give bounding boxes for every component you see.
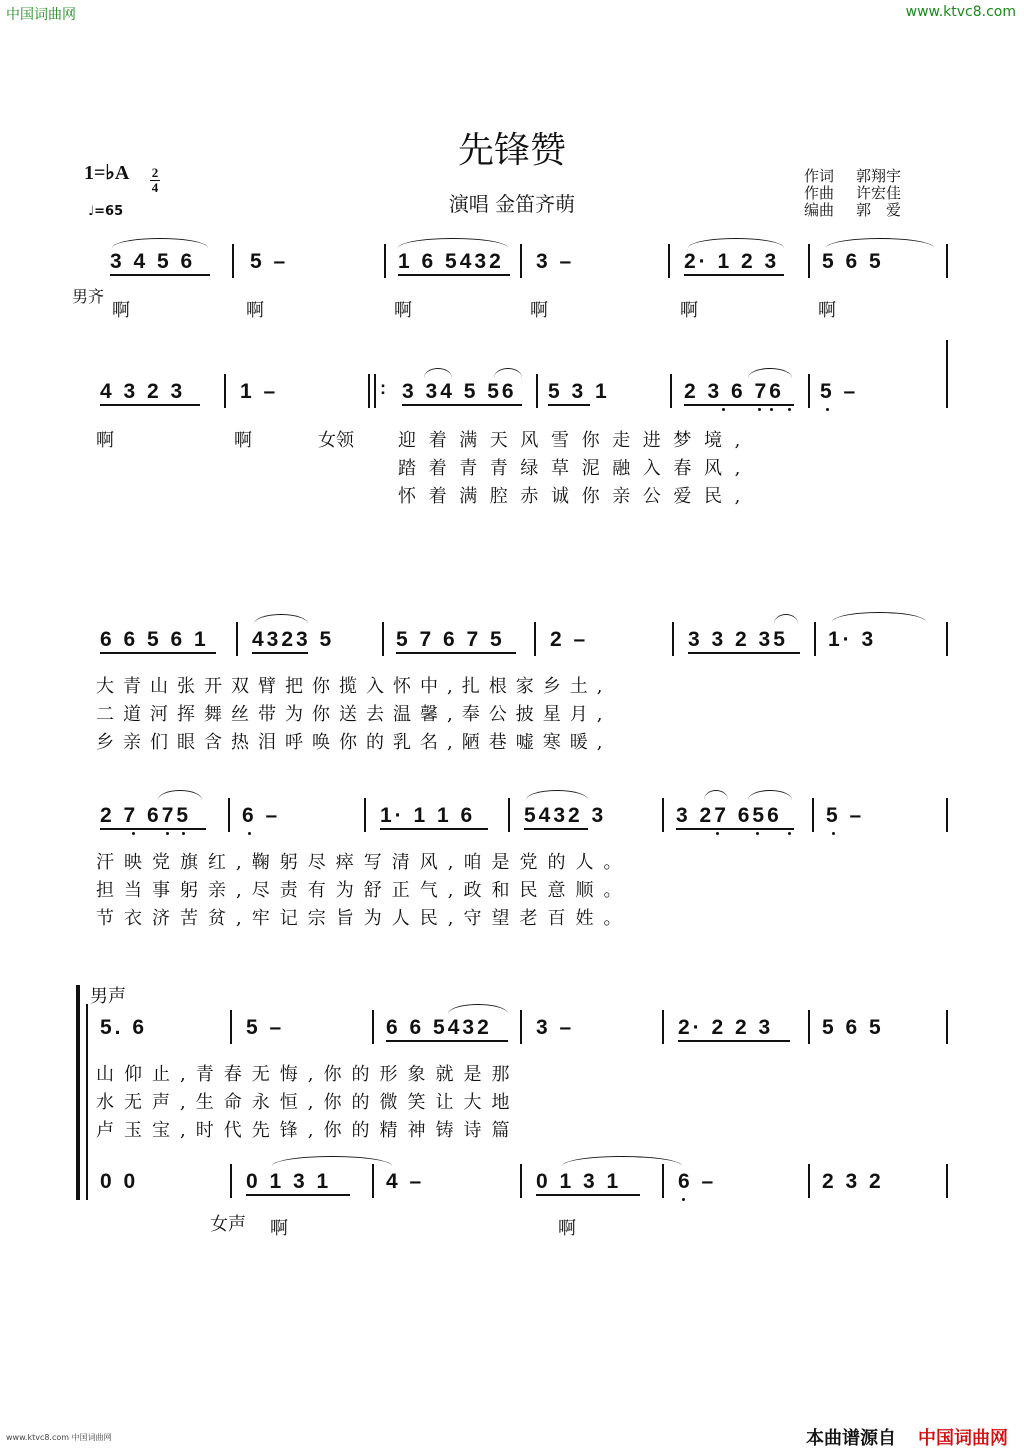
s1-m6: 5 6 5 (822, 250, 884, 273)
s3-verse-2: 二道河挥舞丝带为你送去温馨,奉公披星月, (96, 704, 612, 725)
s3-m4: 2 – (550, 628, 589, 651)
s1-m5: 2· 1 2 3 (684, 250, 780, 273)
s1-m3: 1 6 5432 (398, 250, 504, 273)
s1-m4: 3 – (536, 250, 575, 273)
s5-male-m4: 3 – (536, 1016, 575, 1039)
s2-m6: 5 – (820, 380, 859, 403)
time-bottom: 4 (151, 180, 159, 195)
credit-lyricist: 作词 郭翔宇 (804, 167, 902, 185)
s5-male-m2: 5 – (246, 1016, 285, 1039)
s5-verse-1: 山仰止,青春无悔,你的形象就是那 (96, 1064, 520, 1085)
s2-m4: 5 3 1 (548, 380, 610, 403)
s5-female-m3: 4 – (386, 1170, 425, 1193)
s3-m2: 4323 5 (252, 628, 335, 651)
s4-m5: 3 27 656 (676, 804, 782, 827)
tempo-marking: ♩=65 (88, 204, 124, 219)
time-signature (150, 166, 160, 195)
s2-verse-1: 迎着满天风雪你走进梦境, (398, 430, 753, 451)
watermark-left: 中国词曲网 (6, 7, 76, 23)
s5-male-m5: 2· 2 2 3 (678, 1016, 774, 1039)
s3-verse-3: 乡亲们眼含热泪呼唤你的乳名,陋巷嘘寒暖, (96, 732, 612, 753)
credit-arranger: 编曲 郭 爱 (804, 201, 902, 219)
s5-male-m6: 5 6 5 (822, 1016, 884, 1039)
s5-female-m2: 0 1 3 1 (246, 1170, 332, 1193)
s4-verse-1: 汗映党旗红,鞠躬尽瘁写清风,咱是党的人。 (96, 852, 632, 873)
s3-verse-1: 大青山张开双臂把你揽入怀中,扎根家乡土, (96, 676, 612, 697)
s4-m4: 5432 3 (524, 804, 607, 827)
label-female: 女声 (210, 1214, 246, 1235)
s4-m3: 1· 1 1 6 (380, 804, 476, 827)
s2-m5: 2 3 6 76 (684, 380, 784, 403)
s3-m6: 1· 3 (828, 628, 877, 651)
watermark-right: www.ktvc8.com (905, 4, 1016, 20)
s3-m5: 3 3 2 35 (688, 628, 788, 651)
s5-female-m5: 6 – (678, 1170, 717, 1193)
singer-line: 演唱 金笛齐萌 (448, 192, 576, 216)
credits (804, 168, 901, 219)
s2-verse-2: 踏着青青绿草泥融入春风, (398, 458, 753, 479)
song-title: 先锋赞 (457, 130, 566, 171)
s2-m3: 3 34 5 56 (402, 380, 517, 403)
s5-female-m1: 0 0 (100, 1170, 139, 1193)
footer-right: 本曲谱源自 中国词曲网 (806, 1428, 1008, 1449)
s5-male-m3: 6 6 5432 (386, 1016, 492, 1039)
s5-verse-2: 水无声,生命永恒,你的微笑让大地 (96, 1092, 520, 1113)
s4-m6: 5 – (826, 804, 865, 827)
time-top: 2 (151, 165, 159, 180)
s4-m2: 6 – (242, 804, 281, 827)
s5-female-m4: 0 1 3 1 (536, 1170, 622, 1193)
s3-m3: 5 7 6 7 5 (396, 628, 505, 651)
s5-verse-3: 卢玉宝,时代先锋,你的精神铸诗篇 (96, 1120, 520, 1141)
key-signature: 1=♭A (84, 162, 130, 184)
label-male: 男声 (90, 986, 126, 1007)
system-brace (76, 985, 94, 1200)
s4-m1: 2 7 675 (100, 804, 192, 827)
footer-left: www.ktvc8.com 中国词曲网 (6, 1433, 112, 1442)
s1-m1: 3 4 5 6 (110, 250, 196, 273)
system1-label: 男齐 (72, 287, 105, 306)
s2-m1: 4 3 2 3 (100, 380, 186, 403)
quarter-note-icon: ♩ (88, 204, 95, 219)
s5-female-m6: 2 3 2 (822, 1170, 884, 1193)
s5-male-m1: 5. 6 (100, 1016, 148, 1039)
s4-verse-2: 担当事躬亲,尽责有为舒正气,政和民意顺。 (96, 880, 632, 901)
s2-m2: 1 – (240, 380, 279, 403)
s2-verse-3: 怀着满腔赤诚你亲公爱民, (398, 486, 753, 507)
s4-verse-3: 节衣济苦贫,牢记宗旨为人民,守望老百姓。 (96, 908, 632, 929)
credit-composer: 作曲 许宏佳 (804, 184, 902, 202)
system2-label: 女领 (318, 430, 354, 451)
s1-m2: 5 – (250, 250, 289, 273)
s3-m1: 6 6 5 6 1 (100, 628, 209, 651)
